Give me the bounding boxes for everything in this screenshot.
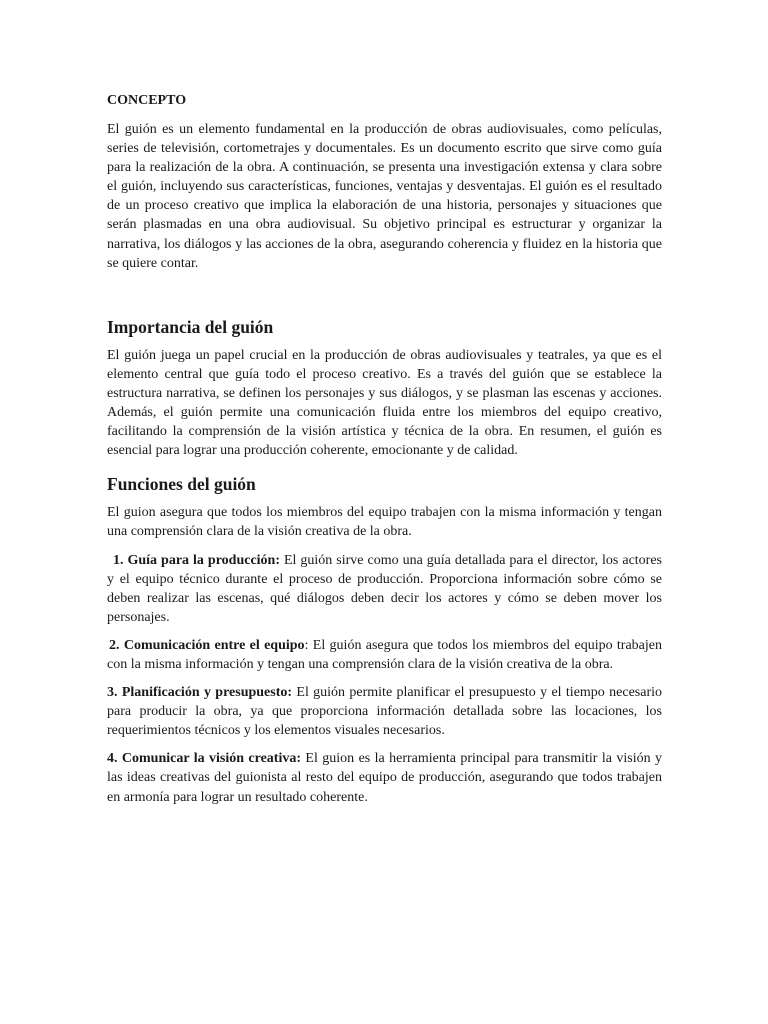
concepto-paragraph: El guión es un elemento fundamental en la producción de obras audiovisuales, como películas, series de televisión, cortometrajes y documentales. Es un documento escrito que sirve como guía para la realización de la obra. A continuación, se presenta una investigación extensa y clara sobre el guión, incluyendo sus características, funciones, ventajas y desventajas. El guión es el resultado de un proceso creativo que implica la elaboración de una historia, personajes y situaciones que serán plasmadas en una obra audiovisual. Su objetivo principal es estructurar y organizar la narrativa, los diálogos y las acciones de la obra, asegurando coherencia y fluidez en la historia que se quiere contar.	[107, 122, 662, 271]
list-item	[107, 636, 662, 674]
list-item-lead: 1. Guía para la producción:	[113, 552, 280, 568]
list-item-lead: 3. Planificación y presupuesto:	[107, 685, 293, 701]
list-item-text: : El guión asegura que todos los miembros del equipo trabajen con la misma información y tengan una comprensión clara de la visión creativa de la obra.	[107, 637, 662, 672]
list-item-lead: 2. Comunicación entre el equipo	[109, 637, 305, 653]
list-item	[107, 551, 662, 627]
list-item	[107, 749, 662, 806]
list-item	[107, 683, 662, 740]
list-item-text: El guión permite planificar el presupuesto y el tiempo necesario para producir la obra, ya que proporciona información detallada sobre las locaciones, los requerimientos técnicos y los elementos visuales necesarios.	[107, 685, 662, 739]
concepto-heading: CONCEPTO	[107, 93, 187, 108]
funciones-intro: El guion asegura que todos los miembros del equipo trabajen con la misma información y tengan una comprensión clara de la visión creativa de la obra.	[107, 505, 662, 540]
funciones-heading: Funciones del guión	[107, 474, 256, 495]
list-item-lead: 4. Comunicar la visión creativa:	[107, 751, 302, 767]
list-item-text: El guion es la herramienta principal para transmitir la visión y las ideas creativas del guionista al resto del equipo de producción, asegurando que todos trabajen en armonía para lograr un resultado coherente.	[107, 751, 663, 805]
importancia-heading: Importancia del guión	[107, 316, 274, 337]
list-item-text: El guión sirve como una guía detallada para el director, los actores y el equipo técnico durante el proceso de producción. Proporciona información sobre cómo se deben realizar las escenas, qué diálogos deben decir los actores y cómo se deben mover los personajes.	[107, 552, 662, 625]
importancia-paragraph: El guión juega un papel crucial en la producción de obras audiovisuales y teatrales, ya que es el elemento central que guía todo el proceso creativo. Es a través del guión que se establece la estructura narrativa, se definen los personajes y sus diálogos, y se plasman las escenas y acciones. Además, el guión permite una comunicación fluida entre los miembros del equipo creativo, facilitando la comprensión de la visión artística y técnica de la obra. En resumen, el guión es esencial para lograr una producción coherente, emocionante y de calidad.	[107, 347, 662, 459]
section-spacer	[107, 273, 662, 316]
